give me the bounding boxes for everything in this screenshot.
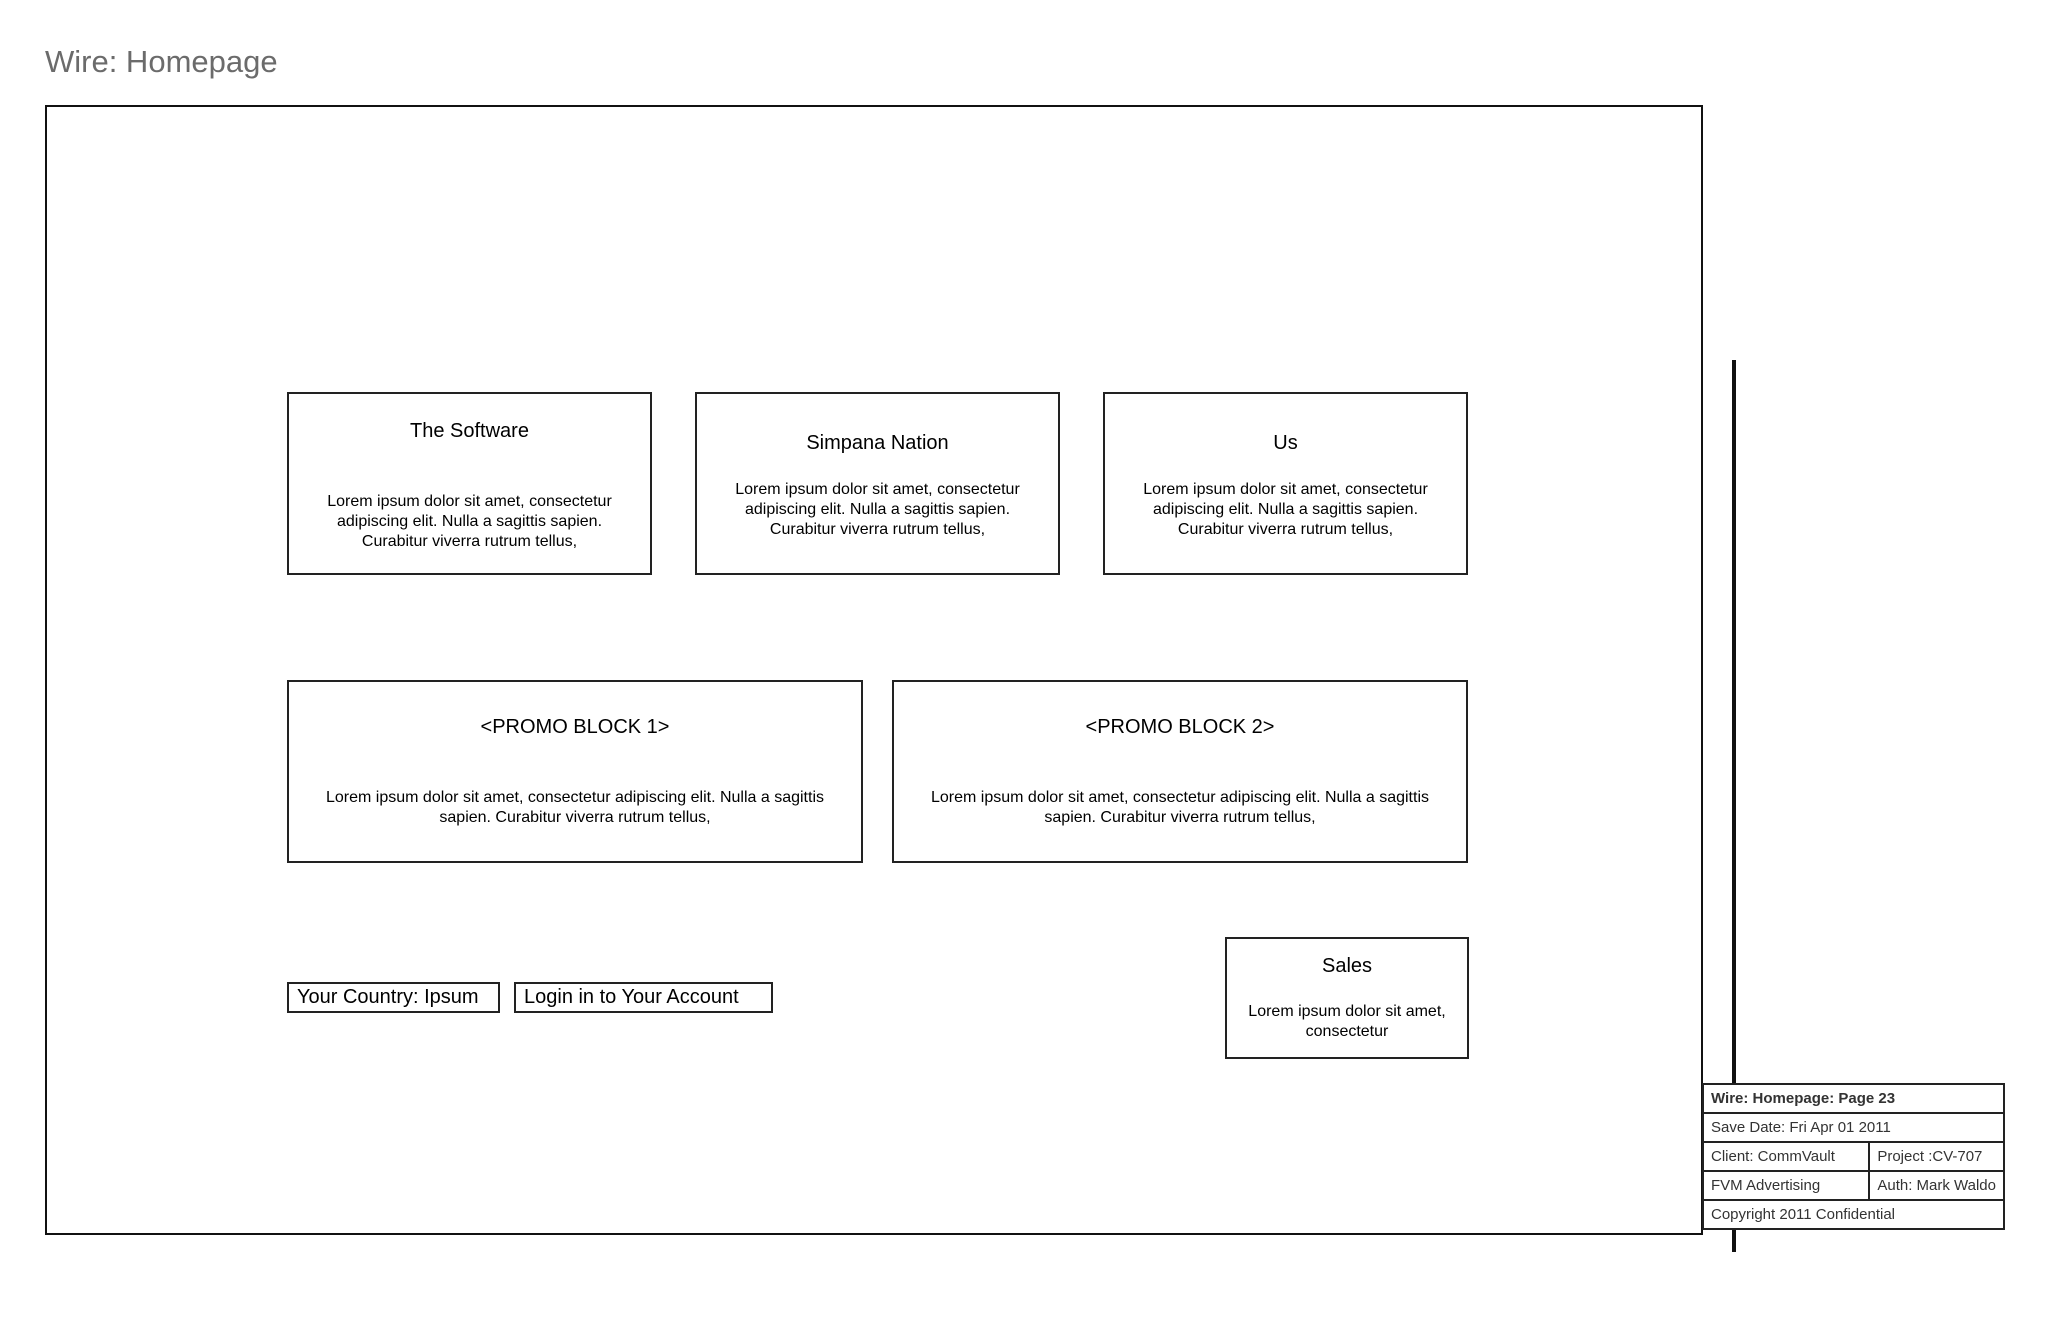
title-block-copyright: Copyright 2011 Confidential — [1703, 1200, 2004, 1229]
page-title: Wire: Homepage — [45, 44, 278, 79]
title-block — [1702, 1083, 2005, 1230]
nav-block-simpana-nation[interactable] — [695, 392, 1060, 575]
nav-block-title: Us — [1273, 432, 1298, 454]
title-block-agency: FVM Advertising — [1703, 1171, 1869, 1200]
title-block-project: Project :CV-707 — [1869, 1142, 2004, 1171]
nav-block-us[interactable] — [1103, 392, 1468, 575]
nav-block-body: Lorem ipsum dolor sit amet, consectetur adipiscing elit. Nulla a sagittis sapien. Curabitur viverra rutrum tellus, — [327, 493, 612, 550]
login-link[interactable]: Login in to Your Account — [514, 982, 773, 1013]
nav-block-title: Simpana Nation — [806, 432, 949, 454]
country-selector[interactable]: Your Country: Ipsum — [287, 982, 500, 1013]
sales-block-body: Lorem ipsum dolor sit amet, consectetur — [1248, 1003, 1446, 1040]
promo-block-1[interactable] — [287, 680, 863, 863]
title-block-page: Wire: Homepage: Page 23 — [1703, 1084, 2004, 1113]
promo-block-title: <PROMO BLOCK 2> — [1085, 716, 1275, 738]
nav-block-body: Lorem ipsum dolor sit amet, consectetur adipiscing elit. Nulla a sagittis sapien. Curabitur viverra rutrum tellus, — [735, 481, 1020, 538]
promo-block-title: <PROMO BLOCK 1> — [480, 716, 670, 738]
promo-block-body: Lorem ipsum dolor sit amet, consectetur adipiscing elit. Nulla a sagittis sapien. Curabitur viverra rutrum tellus, — [931, 789, 1429, 826]
title-block-author: Auth: Mark Waldo — [1869, 1171, 2004, 1200]
sales-block[interactable] — [1225, 937, 1469, 1059]
nav-block-the-software[interactable] — [287, 392, 652, 575]
title-block-save-date: Save Date: Fri Apr 01 2011 — [1703, 1113, 2004, 1142]
sales-block-title: Sales — [1321, 955, 1373, 977]
promo-block-2[interactable] — [892, 680, 1468, 863]
nav-block-title: The Software — [410, 420, 529, 442]
promo-block-body: Lorem ipsum dolor sit amet, consectetur adipiscing elit. Nulla a sagittis sapien. Curabitur viverra rutrum tellus, — [326, 789, 824, 826]
wireframe-canvas — [45, 105, 1703, 1235]
nav-block-body: Lorem ipsum dolor sit amet, consectetur adipiscing elit. Nulla a sagittis sapien. Curabitur viverra rutrum tellus, — [1143, 481, 1428, 538]
title-block-client: Client: CommVault — [1703, 1142, 1869, 1171]
